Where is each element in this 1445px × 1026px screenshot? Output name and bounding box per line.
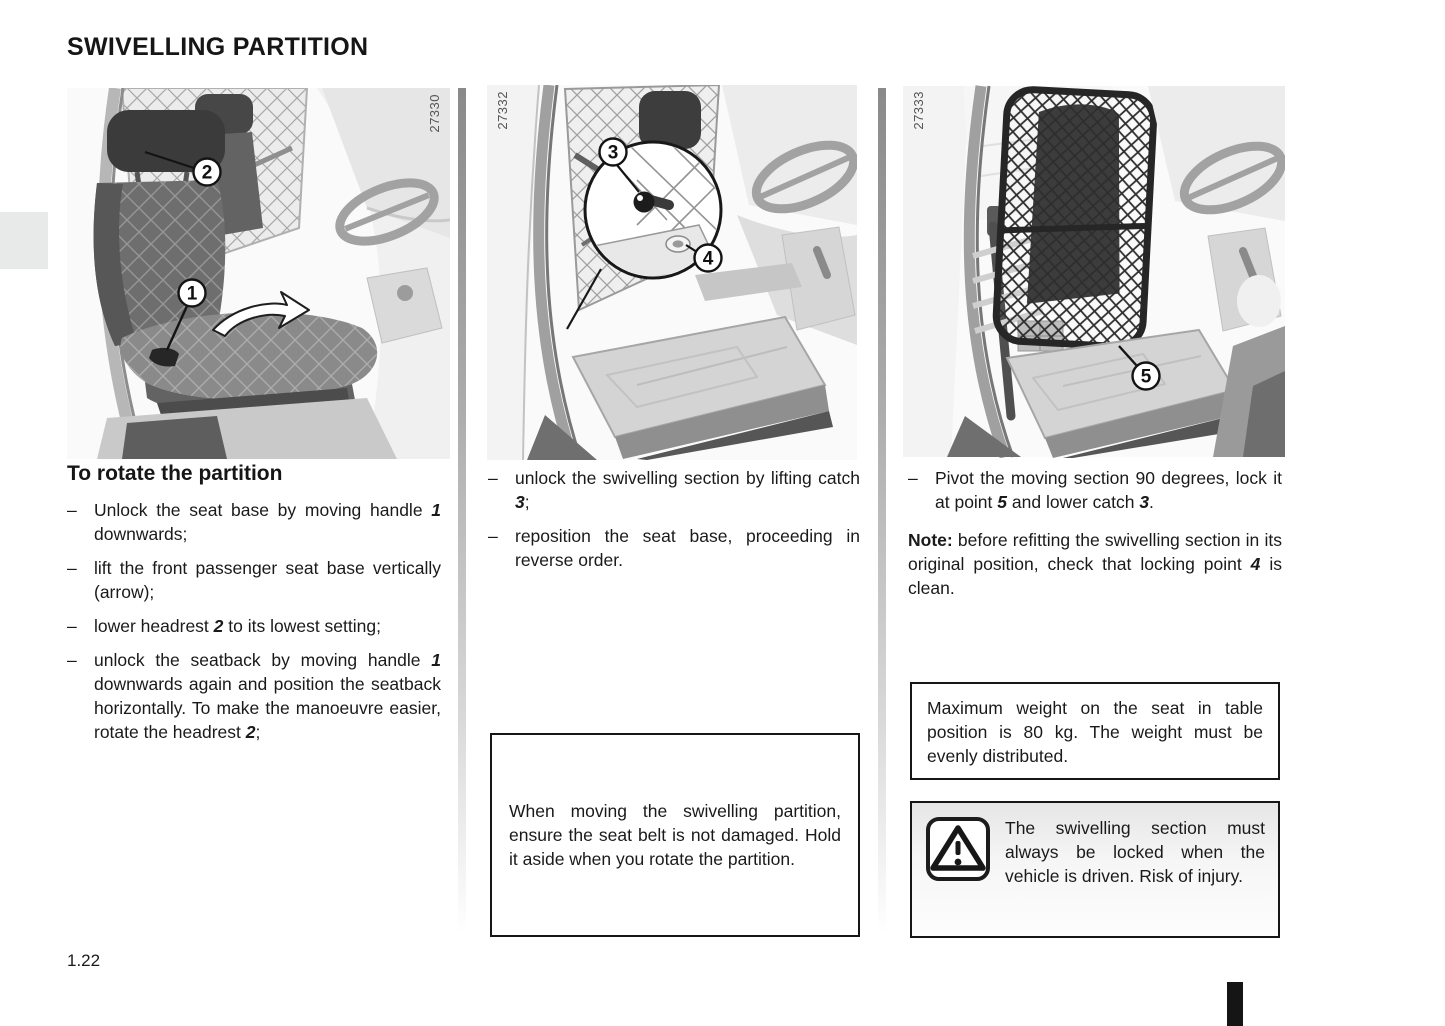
svg-text:2: 2: [201, 162, 213, 184]
page-title: SWIVELLING PARTITION: [67, 33, 369, 61]
middle-column: [488, 466, 860, 582]
svg-text:4: 4: [702, 248, 714, 270]
figure-number: 27332: [495, 91, 510, 130]
section-heading: To rotate the partition: [67, 462, 283, 485]
list-item: – unlock the seatback by moving handle 1 downwards again and position the seatback horizontally. To make the manoeuvre easier, rotate the headrest 2;: [67, 650, 441, 742]
left-edge-tab: [0, 212, 48, 269]
svg-text:3: 3: [607, 142, 619, 164]
list-item: – Pivot the moving section 90 degrees, lock it at point 5 and lower catch 3.: [908, 468, 1282, 512]
left-column: [67, 462, 441, 754]
headrest: [639, 91, 701, 149]
page-number: 1.22: [67, 951, 101, 970]
figure-rotate-partition-step1: [67, 88, 450, 459]
list-item: – unlock the swivelling section by lifting catch 3;: [488, 468, 860, 512]
list-item: – lower headrest 2 to its lowest setting;: [67, 616, 381, 636]
swivelled-partition-frame: [994, 88, 1155, 365]
seat-illustration: [903, 85, 1285, 458]
seatbelt-info-box: When moving the swivelling partition, ensure the seat belt is not damaged. Hold it aside when you rotate the partition.: [490, 733, 860, 937]
figure-swivelled-partition-step3: [903, 85, 1285, 458]
note-paragraph: Note: before refitting the swivelling section in its original position, check that locking point 4 is clean.: [908, 530, 1282, 598]
figure-number: 27330: [427, 94, 442, 133]
column-divider: [878, 88, 886, 933]
svg-text:1: 1: [186, 283, 198, 305]
max-weight-box: Maximum weight on the seat in table position is 80 kg. The weight must be evenly distributed.: [910, 682, 1280, 780]
list-item: – lift the front passenger seat base vertically (arrow);: [67, 558, 441, 602]
right-column: [908, 466, 1282, 600]
warning-triangle-icon: [925, 816, 991, 882]
seat-illustration: [67, 88, 450, 459]
figure-catch-detail-step2: [487, 85, 857, 460]
column-divider: [458, 88, 466, 933]
warning-box: The swivelling section must always be locked when the vehicle is driven. Risk of injury.: [910, 801, 1280, 938]
catch-3: [634, 192, 655, 213]
figure-number: 27333: [911, 91, 926, 130]
list-item: – Unlock the seat base by moving handle 1 downwards;: [67, 500, 441, 544]
list-item: – reposition the seat base, proceeding in reverse order.: [488, 526, 860, 570]
seat-illustration: [487, 85, 857, 460]
svg-text:5: 5: [1140, 366, 1152, 388]
corner-print-mark: [1227, 982, 1243, 1026]
